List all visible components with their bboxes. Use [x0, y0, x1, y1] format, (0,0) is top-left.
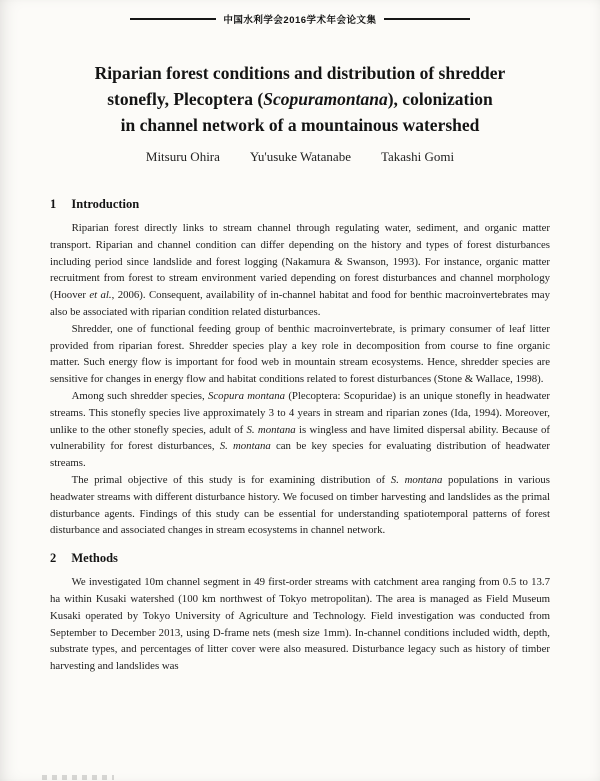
- italic-text: et al.: [89, 289, 112, 302]
- section-heading-methods: [50, 551, 550, 566]
- paper-title: [50, 60, 550, 138]
- methods-paragraphs: [50, 574, 550, 675]
- section-methods: [50, 551, 550, 675]
- footer-page-mark: [42, 775, 114, 780]
- paragraph: [50, 388, 550, 472]
- body-text: The primal objective of this study is for examining distribution of: [71, 473, 391, 486]
- italic-text: Scopura montana: [207, 389, 286, 402]
- heading-title: Methods: [71, 551, 118, 566]
- header-rule-left: [130, 18, 216, 21]
- body-text: is wingless and have limited dispersal ability. Because of vulnerability for forest disturbances,: [50, 423, 550, 453]
- paragraph: [50, 321, 550, 388]
- proceedings-title: 中国水利学会2016学术年会论文集: [223, 15, 377, 26]
- body-text: We investigated 10m channel segment in 49 first-order streams with catchment area ranging from 0.5 to 13.7 ha within Kusaki watershed (100 km northwest of Tokyo metropolitan). The area is managed as Field Museum Kusaki operated by Tokyo University of Agriculture and Technology. Field investigation was conducted from September to December 2013, using D-frame nets (mesh size 1mm). In-channel conditions included width, depth, substrate types, and percentages of litter cover were also measured. Disturbance legacy such as history of timber harvesting and landslides was: [50, 576, 550, 673]
- authors-line: [50, 149, 550, 165]
- section-introduction: [50, 197, 550, 539]
- heading-title: Introduction: [71, 197, 140, 211]
- title-line-3: in channel network of a mountainous watershed: [120, 115, 480, 135]
- body-text: , 2006). Consequent, availability of in-channel habitat and food for benthic macroinvertebrates may also be associated with riparian condition related disturbances.: [50, 289, 550, 318]
- introduction-paragraphs: [50, 220, 550, 539]
- body-text: Shredder, one of functional feeding group of benthic macroinvertebrate, is primary consumer of leaf litter provided from riparian forest. Shredder species play a key role in decomposition from course to fine organic matter. Such energy flow is important for food web in mountain stream ecosystems. Hence, shredder species are sensitive for changes in energy flow and habitat conditions related to forest disturbances (Stone & Wallace, 1998).: [50, 322, 550, 386]
- author-1: Mitsuru Ohira: [145, 149, 220, 164]
- title-line-2: [50, 86, 550, 112]
- header-rule-right: [384, 18, 470, 21]
- paragraph: [50, 574, 550, 675]
- title-line-2-pre: stonefly, Plecoptera (: [107, 89, 264, 109]
- paragraph: [50, 220, 550, 321]
- body-text: Among such shredder species,: [71, 389, 208, 402]
- author-2: Yu'usuke Watanabe: [249, 149, 351, 164]
- heading-number: 1: [50, 197, 57, 211]
- proceedings-header: [50, 12, 550, 26]
- body-text: can be key species for evaluating distribution of headwater streams.: [50, 440, 550, 470]
- title-line-2-post: ), colonization: [387, 89, 493, 109]
- heading-number: 2: [50, 551, 57, 566]
- italic-text: S. montana: [246, 423, 296, 436]
- italic-text: S. montana: [219, 440, 271, 453]
- title-line-1: Riparian forest conditions and distribution of shredder: [94, 63, 506, 83]
- italic-text: S. montana: [390, 473, 443, 486]
- body-text: (Plecoptera: Scopuridae) is an unique stonefly in headwater streams. This stonefly species live approximately 3 to 4 years in stream and riparian zones (Ida, 1994). Moreover, unlike to the other stonefly species, adult of: [50, 389, 550, 436]
- title-species-italic: Scopuramontana: [263, 89, 388, 109]
- paragraph: [50, 472, 550, 539]
- author-3: Takashi Gomi: [380, 149, 455, 164]
- section-heading-introduction: [50, 197, 550, 212]
- body-text: Riparian forest directly links to stream channel through regulating water, sediment, and organic matter transport. Riparian and channel condition can differ depending on the history and types of forest disturbances including period since landslide and forest logging (Nakamura & Swanson, 1993). For instance, organic matter recruitment from forest to stream environment varied depending on forest disturbances and channel morphology (Hoover: [50, 222, 550, 302]
- body-text: populations in various headwater streams with different disturbance history. We focused on timber harvesting and landslides as the primal disturbance agents. Findings of this study can be essential for understanding spatiotemporal patterns of forest disturbance and associated changes in stream ecosystems in channel network.: [50, 473, 550, 537]
